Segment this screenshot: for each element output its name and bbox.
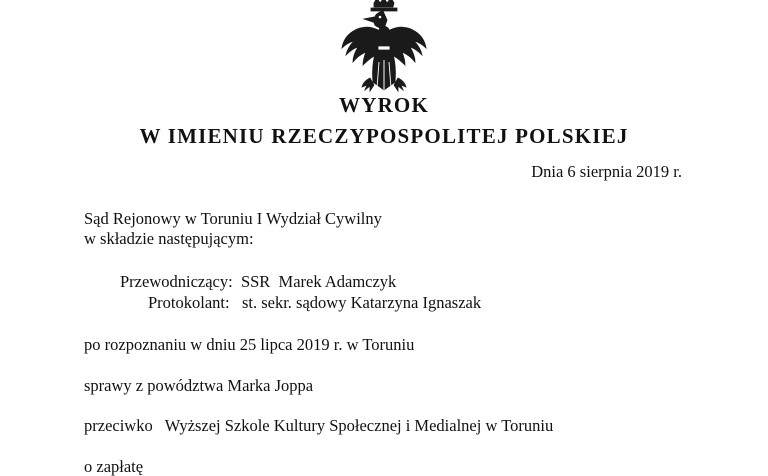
page-title: WYROK bbox=[339, 93, 429, 117]
court-recorder: Protokolant: st. sekr. sądowy Katarzyna Ignaszak bbox=[148, 292, 482, 312]
page-subtitle: W IMIENIU RZECZYPOSPOLITEJ POLSKIEJ bbox=[139, 124, 629, 149]
hearing-line: po rozpoznaniu w dniu 25 lipca 2019 r. w Toruniu bbox=[84, 335, 415, 354]
polish-eagle-emblem bbox=[0, 0, 768, 98]
court-composition-intro: w składzie następującym: bbox=[84, 228, 254, 248]
defendant-line: przeciwko Wyższej Szkole Kultury Społecznej i Medialnej w Toruniu bbox=[84, 416, 554, 435]
date-line: Dnia 6 sierpnia 2019 r. bbox=[531, 162, 682, 181]
plaintiff-line: sprawy z powództwa Marka Joppa bbox=[84, 375, 314, 395]
case-subject-line: o zapłatę bbox=[84, 456, 144, 476]
court-panel bbox=[120, 274, 694, 311]
court-name: Sąd Rejonowy w Toruniu I Wydział Cywilny bbox=[84, 209, 382, 228]
presiding-judge: Przewodniczący: SSR Marek Adamczyk bbox=[120, 272, 397, 291]
document-body bbox=[84, 211, 694, 475]
document-heading bbox=[0, 92, 768, 150]
